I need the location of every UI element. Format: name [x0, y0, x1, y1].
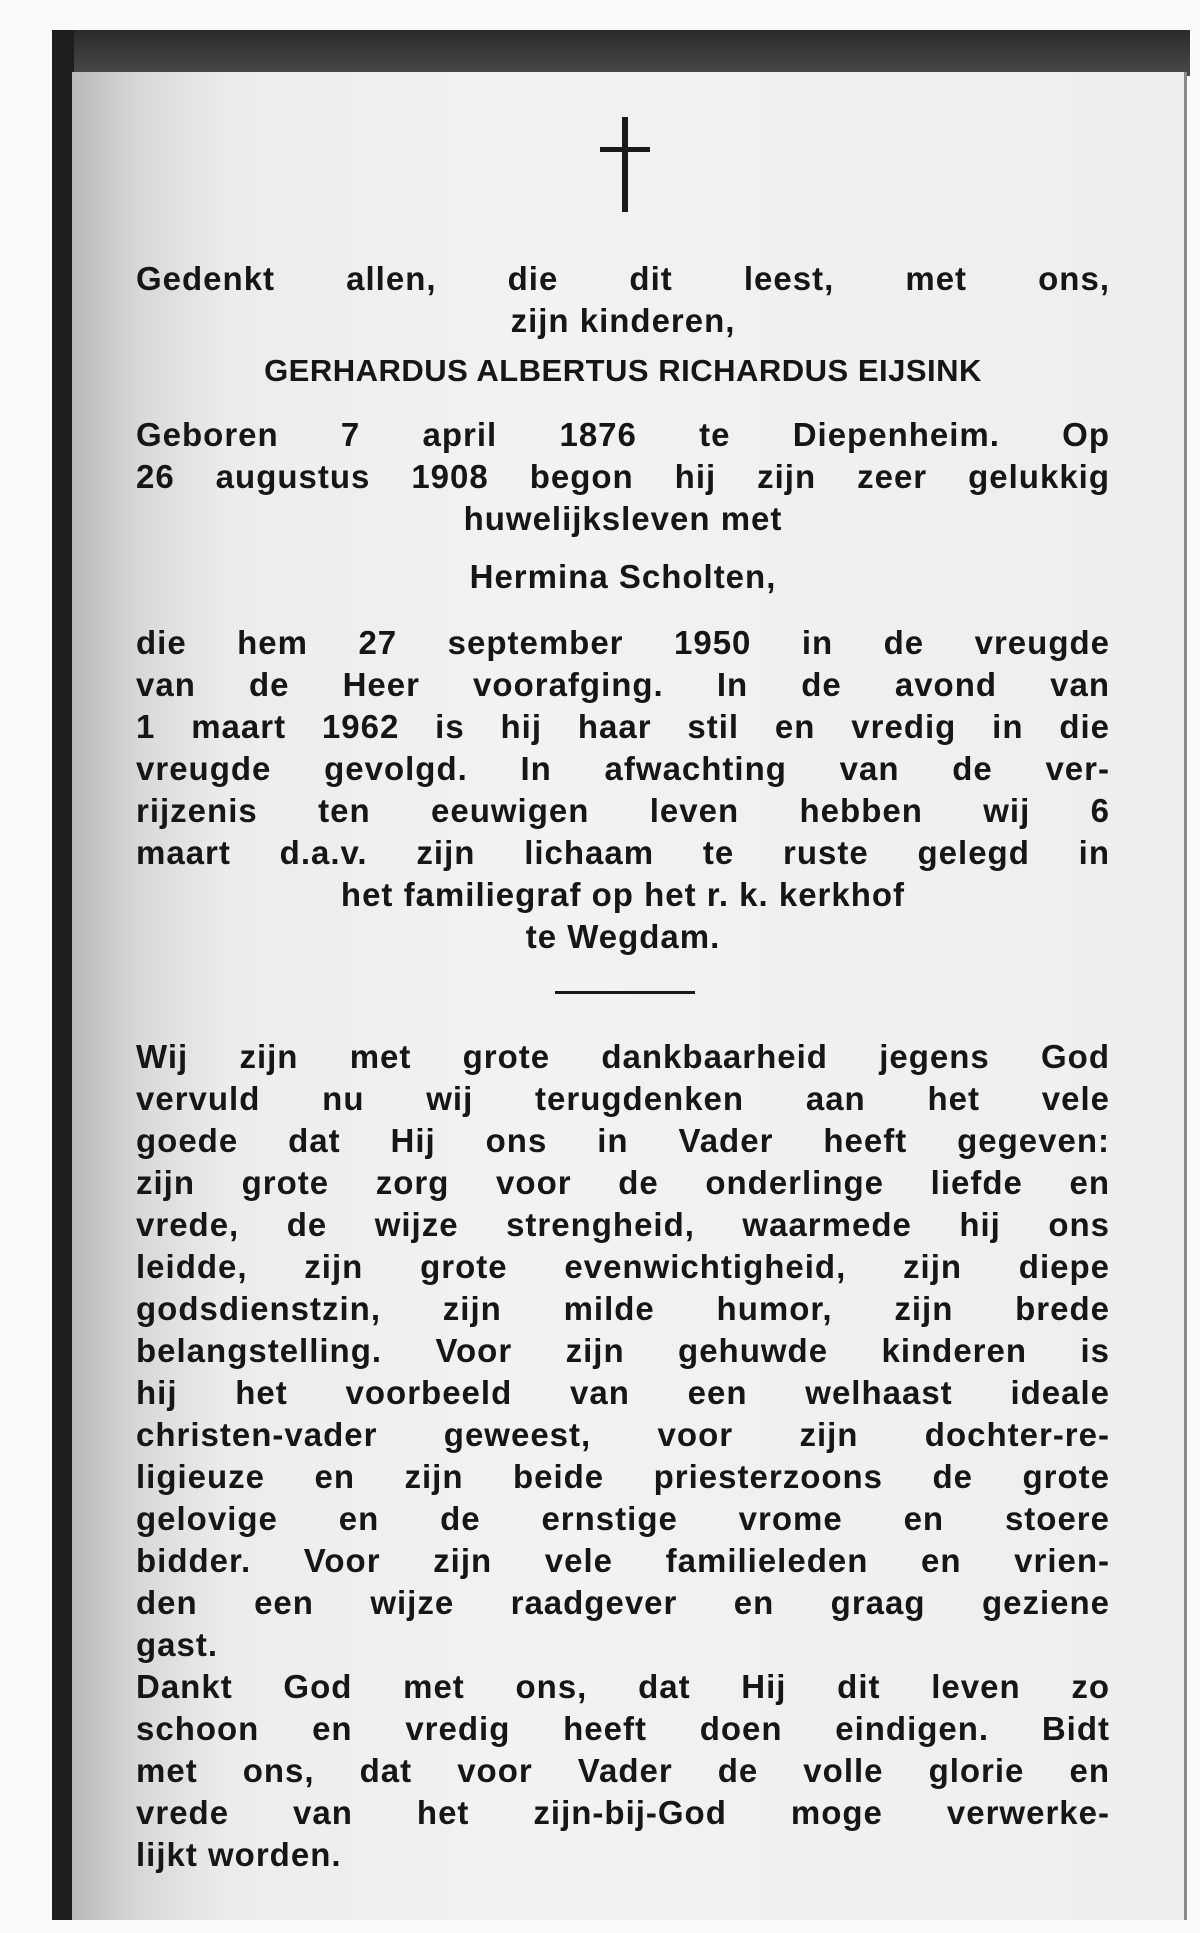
text-line: rijzenis ten eeuwigen leven hebben wij 6 — [136, 792, 1110, 829]
text-line: gelovige en de ernstige vrome en stoere — [136, 1500, 1110, 1537]
birth-text — [136, 414, 1110, 540]
text-line: christen-vader geweest, voor zijn dochter-re- — [136, 1416, 1110, 1453]
text-line: zijn kinderen, — [510, 302, 736, 339]
text-line: gast. — [136, 1626, 219, 1663]
text-line: godsdienstzin, zijn milde humor, zijn brede — [136, 1290, 1110, 1327]
text-line: het familiegraf op het r. k. kerkhof — [340, 876, 906, 913]
text-line: huwelijksleven met — [463, 500, 783, 537]
death-text — [136, 622, 1110, 958]
text-line: zijn grote zorg voor de onderlinge liefde en — [136, 1164, 1110, 1201]
text-line: Geboren 7 april 1876 te Diepenheim. Op — [136, 416, 1110, 453]
text-line: Gedenkt allen, die dit leest, met ons, — [136, 260, 1110, 297]
text-line: 1 maart 1962 is hij haar stil en vredig in die — [136, 708, 1110, 745]
text-line: vervuld nu wij terugdenken aan het vele — [136, 1080, 1110, 1117]
spouse-name: Hermina Scholten, — [469, 558, 777, 595]
text-line: van de Heer voorafging. In de avond van — [136, 666, 1110, 703]
divider — [555, 991, 695, 994]
photo-top-edge — [60, 30, 1190, 76]
text-line: Dankt God met ons, dat Hij dit leven zo — [136, 1668, 1110, 1705]
text-line: belangstelling. Voor zijn gehuwde kinderen is — [136, 1332, 1110, 1369]
text-line: lijkt worden. — [136, 1836, 342, 1873]
text-line: vreugde gevolgd. In afwachting van de ver- — [136, 750, 1110, 787]
text-line: leidde, zijn grote evenwichtigheid, zijn diepe — [136, 1248, 1110, 1285]
text-line: schoon en vredig heeft doen eindigen. Bidt — [136, 1710, 1110, 1747]
text-line: 26 augustus 1908 begon hij zijn zeer gelukkig — [136, 458, 1110, 495]
text-line: die hem 27 september 1950 in de vreugde — [136, 624, 1110, 661]
text-line: vrede van het zijn-bij-God moge verwerke- — [136, 1794, 1110, 1831]
text-line: hij het voorbeeld van een welhaast ideale — [136, 1374, 1110, 1411]
text-line: met ons, dat voor Vader de volle glorie en — [136, 1752, 1110, 1789]
intro-text — [136, 258, 1110, 342]
text-line: bidder. Voor zijn vele familieleden en vrien- — [136, 1542, 1110, 1579]
text-line: te Wegdam. — [525, 918, 721, 955]
text-line: ligieuze en zijn beide priesterzoons de grote — [136, 1458, 1110, 1495]
text-line: den een wijze raadgever en graag geziene — [136, 1584, 1110, 1621]
text-line: goede dat Hij ons in Vader heeft gegeven: — [136, 1122, 1110, 1159]
text-line: vrede, de wijze strengheid, waarmede hij ons — [136, 1206, 1110, 1243]
deceased-name: GERHARDUS ALBERTUS RICHARDUS EIJSINK — [264, 353, 982, 388]
photo-left-edge — [52, 30, 74, 1920]
text-line: maart d.a.v. zijn lichaam te ruste gelegd in — [136, 834, 1110, 871]
tribute-text — [136, 1036, 1110, 1876]
cross-icon — [600, 117, 650, 212]
text-line: Wij zijn met grote dankbaarheid jegens God — [136, 1038, 1110, 1075]
